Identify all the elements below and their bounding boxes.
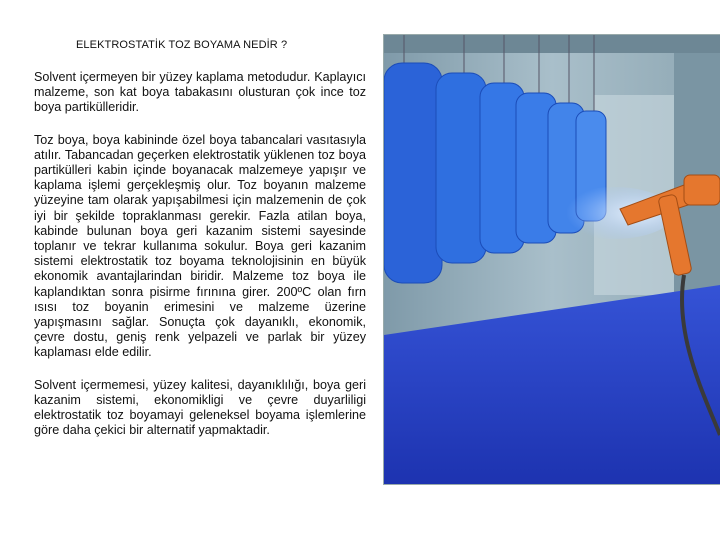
powder-coating-photo — [383, 34, 720, 485]
hanging-part-1 — [384, 63, 442, 283]
hanging-part-2 — [436, 73, 486, 263]
page-title: ELEKTROSTATİK TOZ BOYAMA NEDİR ? — [76, 39, 288, 51]
paragraph-1: Solvent içermeyen bir yüzey kaplama metodudur. Kaplayıcı malzeme, son kat boya tabakasını olusturan çok ince toz boya partikülleridir. — [34, 70, 366, 115]
ceiling-rail — [384, 35, 720, 53]
body-text — [34, 70, 366, 455]
paragraph-3: Solvent içermemesi, yüzey kalitesi, dayanıklılığı, boya geri kazanim sistemi, ekonomikligi ve çevre duyarliligi elektrostatik toz boyamayi geleneksel boyama işlemlerine göre daha çekici bir alternatif yapmaktadir. — [34, 377, 366, 438]
paragraph-2: Toz boya, boya kabininde özel boya tabancalari vasıtasıyla atılır. Tabancadan geçerken elektrostatik yüklenen toz boya partikülleri kabin içinde boyanacak malzemeye yapışır ve kaplama işlemi gerçekleşmiş olur. Toz boyanın malzeme yüzeyine tam olarak yapışabilmesi için malzemenin de çok iyi bir şekilde topraklanması gerekir. Fazla atilan boya, kabinde bulunan boya geri kazanim sistemi sayesinde toplanır ve tekrar kullanıma sokulur. Boya geri kazanim sistemi elektrostatik toz boyama teknolojisinin en büyük ekonomik avantajlarindan biridir. Malzeme toz boya ile kaplandıktan sonra pisirme fırınına girer. 200ºC olan fırn ısısı toz boyanin erimesini ve malzeme üzerine yapışmasını sağlar. Sonuçta çok dayanıklı, ekonomik, çevre dostu, geniş renk yelpazeli ve parlak bir yüzey kaplaması elde edilir. — [34, 132, 366, 360]
